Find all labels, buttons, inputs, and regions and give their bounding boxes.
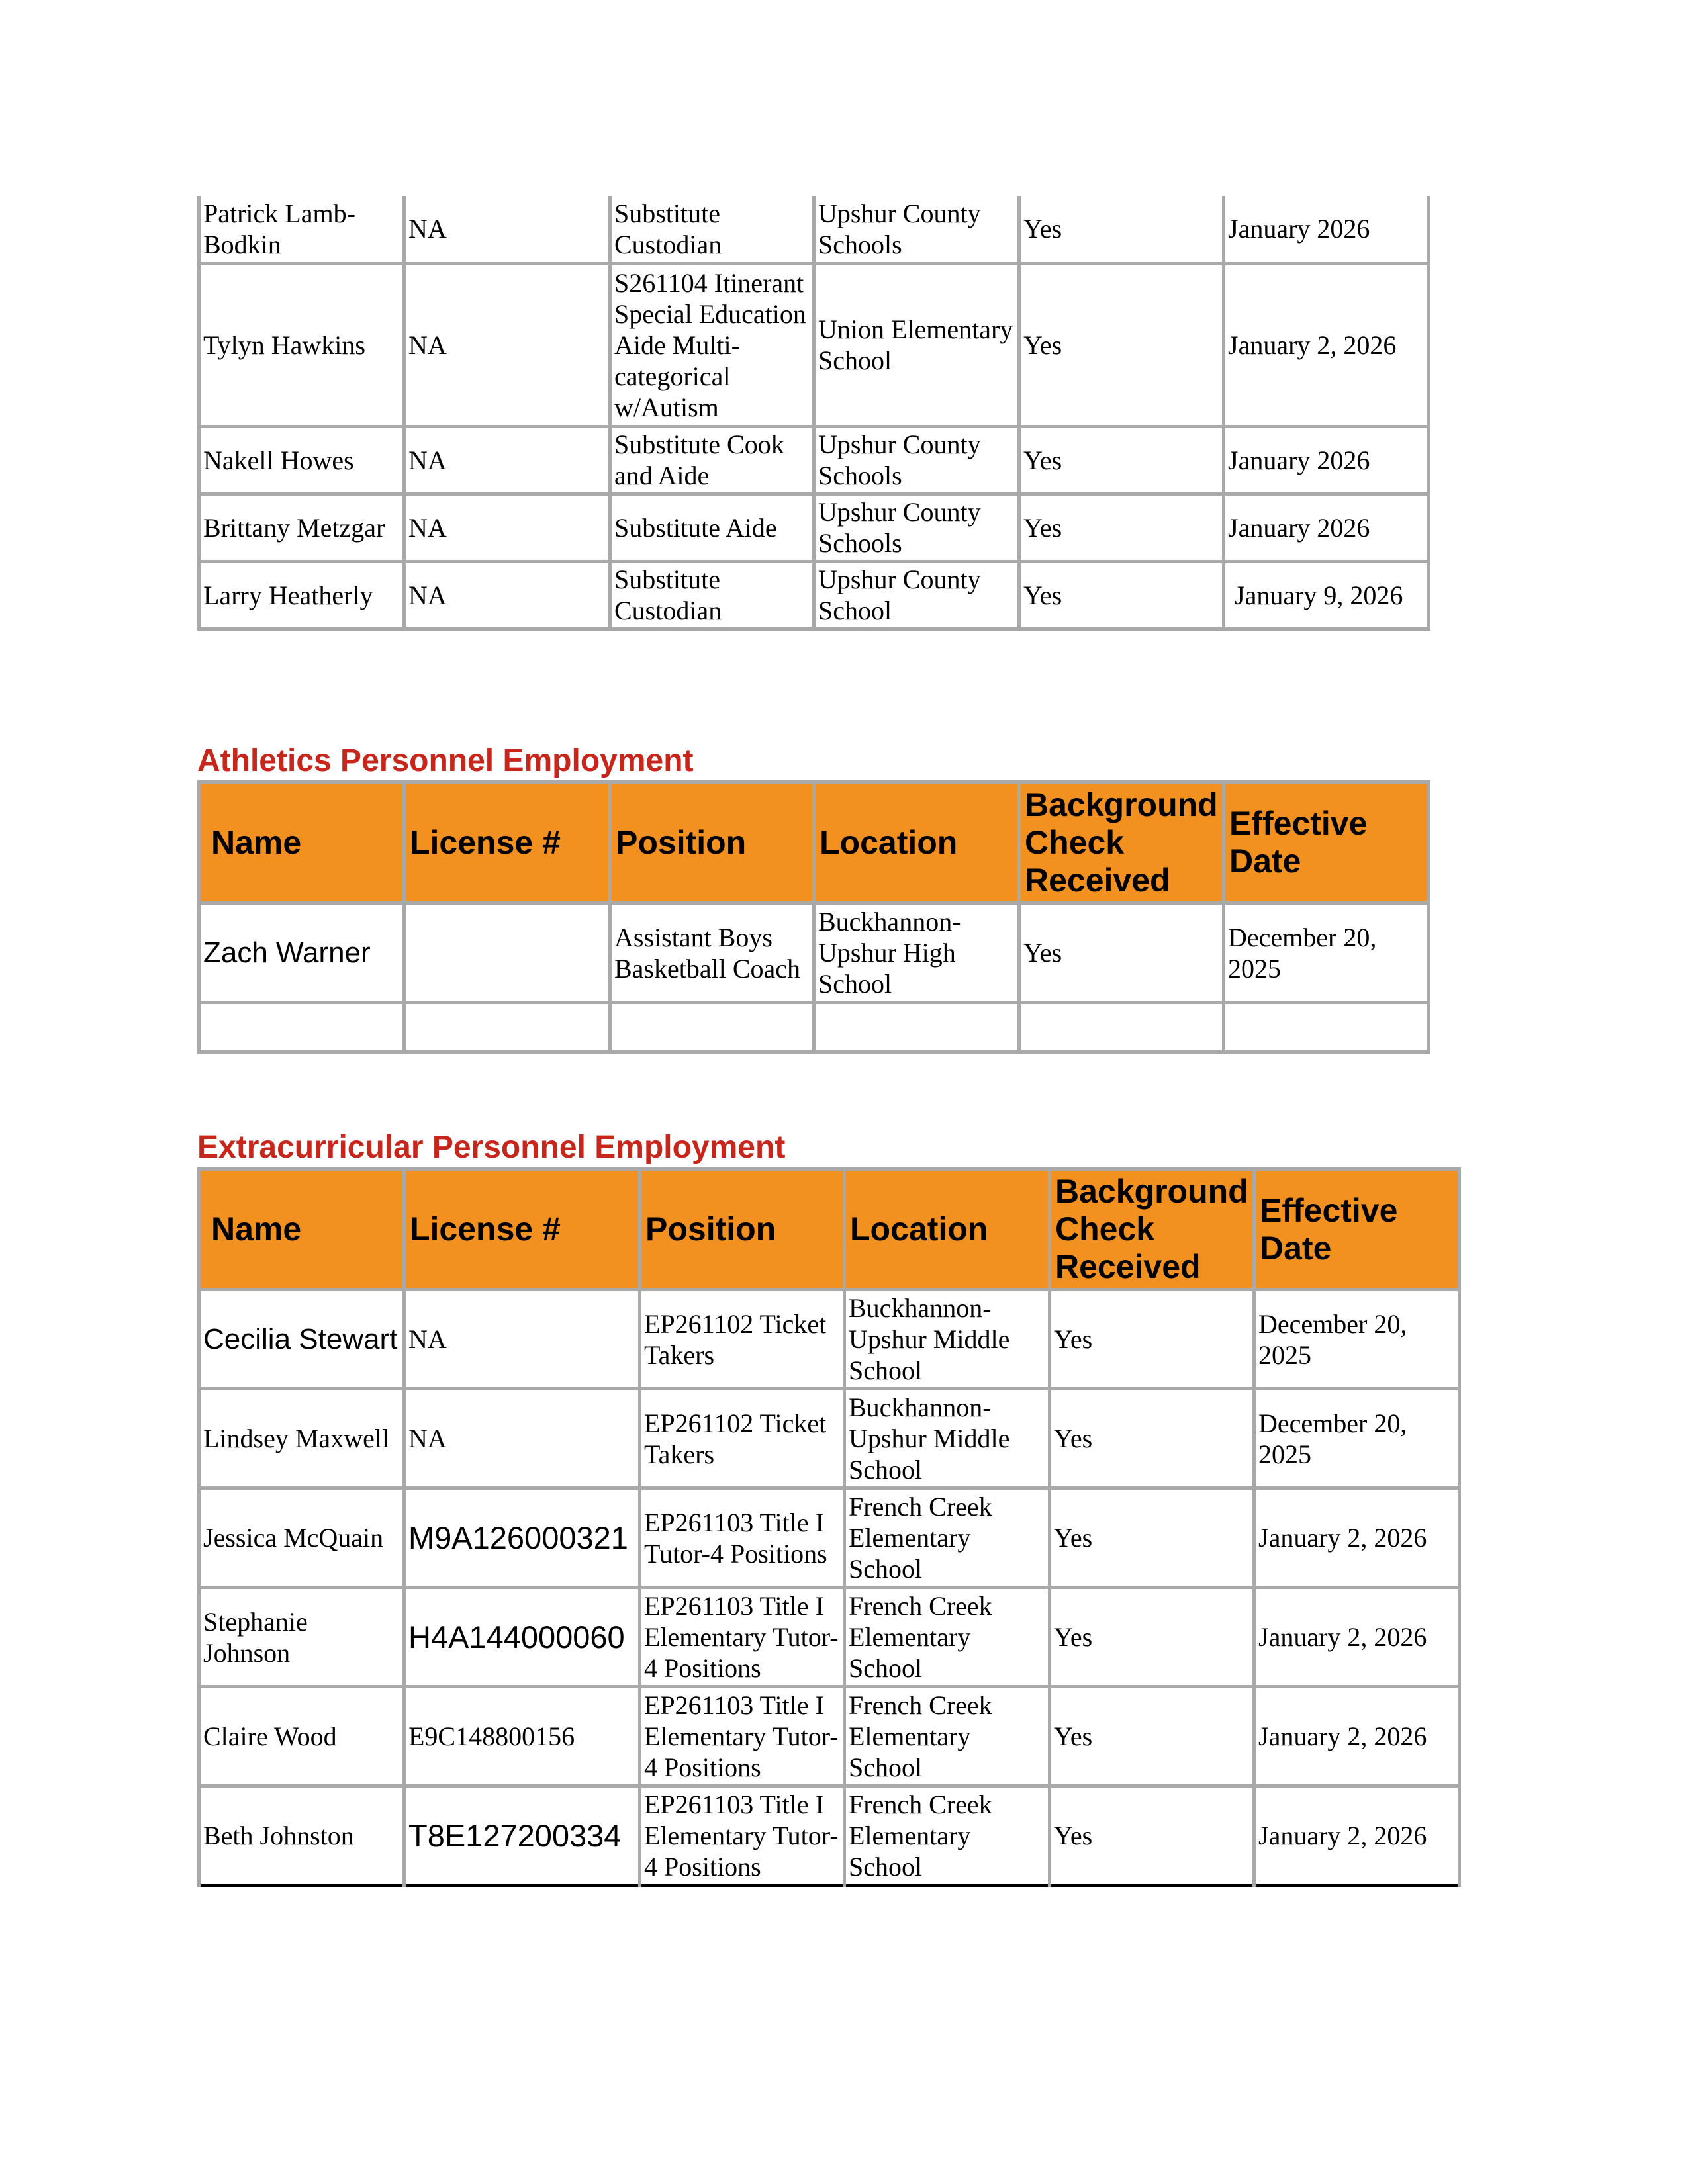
location-cell: Upshur County Schools [814,426,1019,494]
background-check-cell: Yes [1019,494,1224,561]
table-header-row [199,1169,1460,1290]
name-cell: Stephanie Johnson [199,1588,404,1687]
location-cell: Upshur County School [814,561,1019,629]
table-row [199,426,1429,494]
name-cell: Brittany Metzgar [199,494,404,561]
column-header-effective-date: Effective Date [1254,1169,1460,1290]
license-cell: E9C148800156 [404,1687,640,1786]
license-cell: NA [404,263,610,426]
effective-date-cell: January 2, 2026 [1254,1687,1460,1786]
table-row-empty [199,1003,1429,1052]
column-header-name: Name [199,1169,404,1290]
extracurricular-section-title: Extracurricular Personnel Employment [197,1130,786,1165]
table-row [199,263,1429,426]
position-cell: EP261103 Title I Elementary Tutor-4 Positions [640,1687,845,1786]
effective-date-cell: January 2, 2026 [1254,1786,1460,1886]
background-check-cell [1019,1003,1224,1052]
position-cell: EP261103 Title I Elementary Tutor-4 Positions [640,1588,845,1687]
name-cell: Nakell Howes [199,426,404,494]
license-cell: NA [404,561,610,629]
table-row [199,1786,1460,1886]
table-row [199,1290,1460,1389]
column-header-license: License # [404,782,610,903]
position-cell [610,1003,814,1052]
table-row [199,1588,1460,1687]
background-check-cell: Yes [1019,196,1224,263]
table-row [199,196,1429,263]
effective-date-cell: January 2, 2026 [1224,263,1429,426]
name-cell [199,1003,404,1052]
column-header-background-check: Background Check Received [1019,782,1224,903]
location-cell: French Creek Elementary School [845,1786,1050,1886]
column-header-effective-date: Effective Date [1224,782,1429,903]
position-cell: EP261103 Title I Elementary Tutor-4 Positions [640,1786,845,1886]
position-cell: Substitute Cook and Aide [610,426,814,494]
column-header-license: License # [404,1169,640,1290]
table-row [199,1488,1460,1588]
position-cell: Substitute Aide [610,494,814,561]
effective-date-cell: January 2026 [1224,494,1429,561]
effective-date-cell: January 2026 [1224,196,1429,263]
table-row [199,561,1429,629]
position-cell: Assistant Boys Basketball Coach [610,903,814,1003]
column-header-name: Name [199,782,404,903]
background-check-cell: Yes [1019,426,1224,494]
name-cell: Tylyn Hawkins [199,263,404,426]
effective-date-cell: December 20, 2025 [1254,1290,1460,1389]
table-row [199,1389,1460,1488]
column-header-location: Location [845,1169,1050,1290]
position-cell: Substitute Custodian [610,561,814,629]
location-cell [814,1003,1019,1052]
background-check-cell: Yes [1050,1389,1254,1488]
effective-date-cell: January 2, 2026 [1254,1488,1460,1588]
name-cell: Jessica McQuain [199,1488,404,1588]
background-check-cell: Yes [1050,1488,1254,1588]
effective-date-cell: January 2026 [1224,426,1429,494]
name-cell: Cecilia Stewart [199,1290,404,1389]
table-header-row [199,782,1429,903]
name-cell: Patrick Lamb-Bodkin [199,196,404,263]
position-cell: EP261103 Title I Tutor-4 Positions [640,1488,845,1588]
license-cell: NA [404,196,610,263]
effective-date-cell: January 2, 2026 [1254,1588,1460,1687]
location-cell: French Creek Elementary School [845,1488,1050,1588]
table-row [199,1687,1460,1786]
position-cell: EP261102 Ticket Takers [640,1389,845,1488]
position-cell: Substitute Custodian [610,196,814,263]
license-cell [404,903,610,1003]
athletics-section-title: Athletics Personnel Employment [197,743,694,778]
location-cell: Buckhannon-Upshur Middle School [845,1290,1050,1389]
background-check-cell: Yes [1050,1588,1254,1687]
table-row [199,494,1429,561]
license-cell: NA [404,494,610,561]
license-cell: NA [404,426,610,494]
extracurricular-table [197,1167,1461,1887]
background-check-cell: Yes [1050,1786,1254,1886]
license-cell: NA [404,1290,640,1389]
background-check-cell: Yes [1019,561,1224,629]
column-header-background-check: Background Check Received [1050,1169,1254,1290]
license-cell [404,1003,610,1052]
license-cell: H4A144000060 [404,1588,640,1687]
location-cell: Buckhannon-Upshur Middle School [845,1389,1050,1488]
name-cell: Beth Johnston [199,1786,404,1886]
name-cell: Larry Heatherly [199,561,404,629]
name-cell: Lindsey Maxwell [199,1389,404,1488]
service-personnel-table [197,196,1430,631]
background-check-cell: Yes [1019,903,1224,1003]
location-cell: Upshur County Schools [814,196,1019,263]
location-cell: French Creek Elementary School [845,1588,1050,1687]
license-cell: M9A126000321 [404,1488,640,1588]
name-cell: Claire Wood [199,1687,404,1786]
column-header-location: Location [814,782,1019,903]
background-check-cell: Yes [1050,1687,1254,1786]
effective-date-cell: December 20, 2025 [1254,1389,1460,1488]
table-row [199,903,1429,1003]
position-cell: S261104 Itinerant Special Education Aide Multi-categorical w/Autism [610,263,814,426]
position-cell: EP261102 Ticket Takers [640,1290,845,1389]
background-check-cell: Yes [1019,263,1224,426]
location-cell: Buckhannon-Upshur High School [814,903,1019,1003]
name-cell: Zach Warner [199,903,404,1003]
location-cell: Upshur County Schools [814,494,1019,561]
license-cell: T8E127200334 [404,1786,640,1886]
effective-date-cell [1224,1003,1429,1052]
location-cell: French Creek Elementary School [845,1687,1050,1786]
column-header-position: Position [640,1169,845,1290]
effective-date-cell: December 20, 2025 [1224,903,1429,1003]
location-cell: Union Elementary School [814,263,1019,426]
athletics-table [197,780,1430,1054]
background-check-cell: Yes [1050,1290,1254,1389]
license-cell: NA [404,1389,640,1488]
column-header-position: Position [610,782,814,903]
effective-date-cell: January 9, 2026 [1224,561,1429,629]
